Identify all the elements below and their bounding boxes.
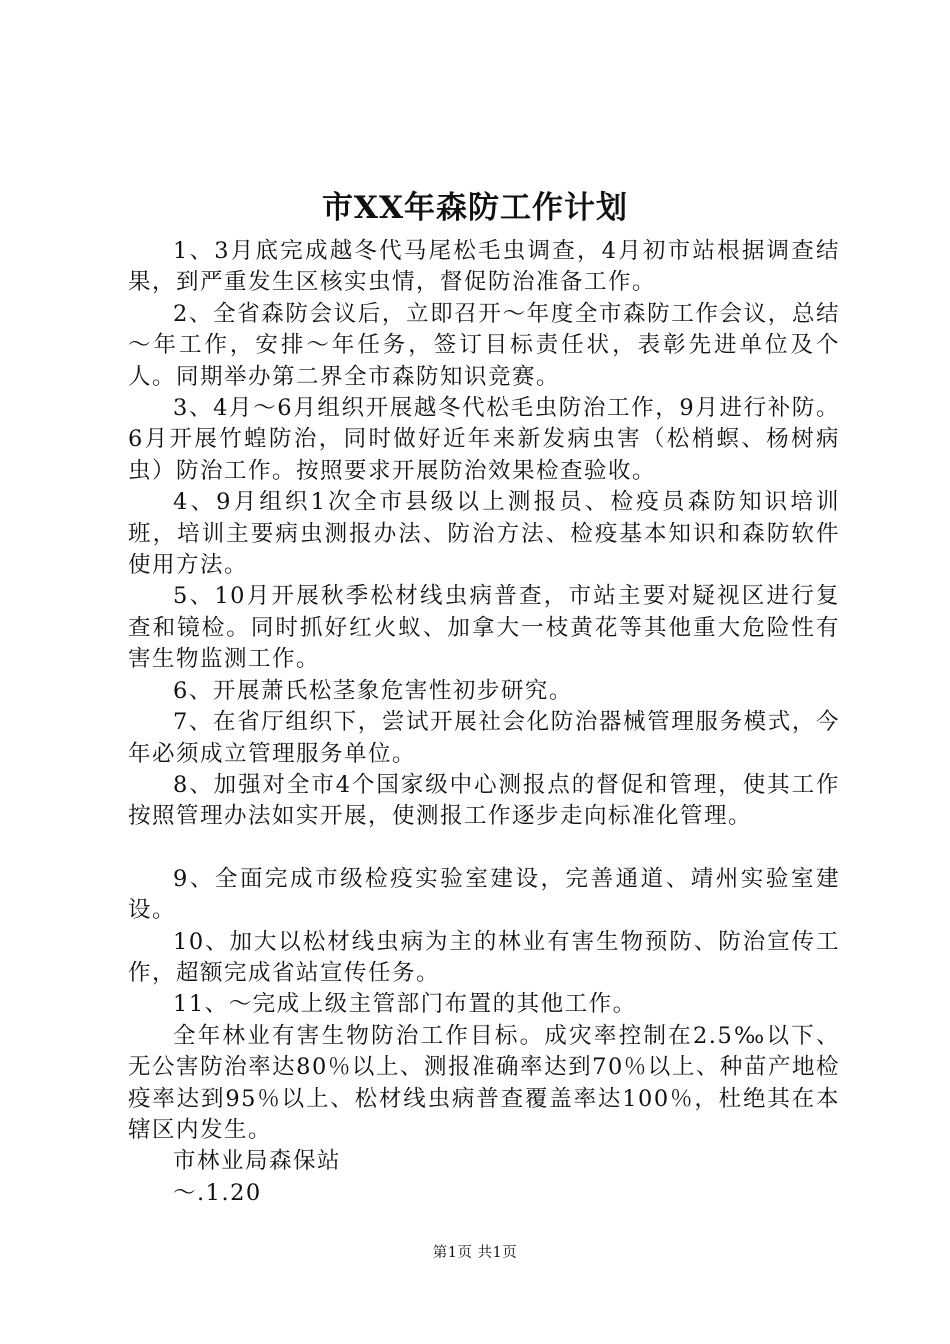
document-title: 市XX年森防工作计划 (321, 190, 629, 226)
paragraph-goals: 全年林业有害生物防治工作目标。成灾率控制在2.5‰以下、无公害防治率达80％以上、测报准确率达到70％以上、种苗产地检疫率达到95％以上、松材线虫病普查覆盖率达100％，杜绝其在本辖区内发生。 (128, 1022, 840, 1143)
document-body (128, 236, 840, 1209)
paragraph-2: 2、全省森防会议后，立即召开～年度全市森防工作会议，总结～年工作，安排～年任务，签订目标责任状，表彰先进单位及个人。同期举办第二界全市森防知识竞赛。 (128, 300, 840, 390)
page-footer: 第1页 共1页 (432, 1245, 518, 1261)
paragraph-8: 8、加强对全市4个国家级中心测报点的督促和管理，使其工作按照管理办法如实开展，使测报工作逐步走向标准化管理。 (128, 771, 840, 830)
paragraph-10: 10、加大以松材线虫病为主的林业有害生物预防、防治宣传工作，超额完成省站宣传任务。 (128, 928, 840, 986)
signature-date: ～.1.20 (173, 1179, 262, 1206)
paragraph-3: 3、4月～6月组织开展越冬代松毛虫防治工作，9月进行补防。6月开展竹蝗防治，同时做好近年来新发病虫害（松梢螟、杨树病虫）防治工作。按照要求开展防治效果检查验收。 (128, 395, 840, 484)
paragraph-5: 5、10月开展秋季松材线虫病普查，市站主要对疑视区进行复查和镜检。同时抓好红火蚁、加拿大一枝黄花等其他重大危险性有害生物监测工作。 (128, 583, 840, 673)
paragraph-9: 9、全面完成市级检疫实验室建设，完善通道、靖州实验室建设。 (128, 865, 840, 924)
paragraph-1: 1、3月底完成越冬代马尾松毛虫调查，4月初市站根据调查结果，到严重发生区核实虫情，督促防治准备工作。 (128, 238, 840, 296)
paragraph-4: 4、9月组织1次全市县级以上测报员、检疫员森防知识培训班，培训主要病虫测报办法、防治方法、检疫基本知识和森防软件使用方法。 (128, 489, 840, 579)
paragraph-6: 6、开展萧氏松茎象危害性初步研究。 (173, 677, 573, 704)
signature-org: 市林业局森保站 (173, 1148, 342, 1175)
paragraph-7: 7、在省厅组织下，尝试开展社会化防治器械管理服务模式，今年必须成立管理服务单位。 (128, 709, 840, 767)
paragraph-11: 11、～完成上级主管部门布置的其他工作。 (173, 991, 637, 1018)
